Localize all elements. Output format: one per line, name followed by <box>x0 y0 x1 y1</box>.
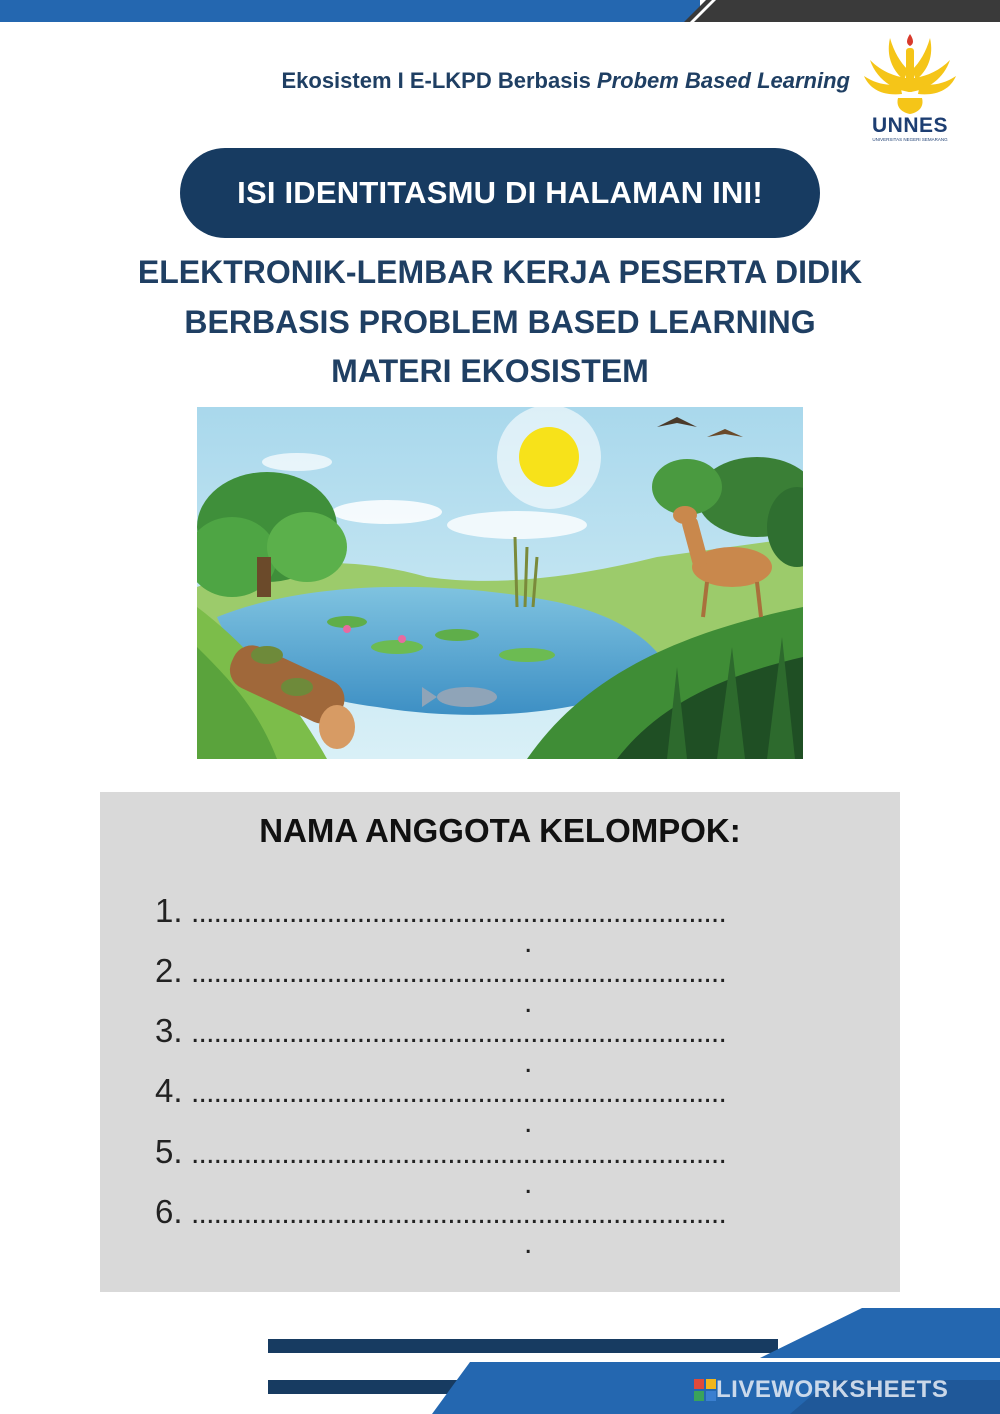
member-line-6[interactable] <box>155 1193 875 1231</box>
member-number: 2. <box>155 952 183 989</box>
header-prefix: Ekosistem I E-LKPD Berbasis <box>281 68 597 93</box>
member-dots: ....................................................................... <box>191 1137 726 1170</box>
logo-name: UNNES <box>871 114 948 137</box>
member-line-5-tail: . <box>524 1167 533 1200</box>
member-number: 1. <box>155 892 183 929</box>
identity-banner <box>180 148 820 238</box>
watermark-label: LIVEWORKSHEETS <box>716 1376 949 1403</box>
member-line-4-tail: . <box>524 1106 533 1139</box>
logo-subtitle: UNIVERSITAS NEGERI SEMARANG <box>872 137 948 142</box>
member-line-2-tail: . <box>524 986 533 1019</box>
member-line-3[interactable] <box>155 1012 875 1050</box>
member-dots: ....................................................................... <box>191 1197 726 1230</box>
title-line-2: BERBASIS PROBLEM BASED LEARNING <box>184 304 816 340</box>
member-dots: ....................................................................... <box>191 896 726 929</box>
member-number: 4. <box>155 1072 183 1109</box>
title-line-3: MATERI EKOSISTEM <box>331 353 649 389</box>
member-dots: ....................................................................... <box>191 1076 726 1109</box>
member-line-4[interactable] <box>155 1072 875 1110</box>
banner-label: ISI IDENTITASMU DI HALAMAN INI! <box>237 175 763 210</box>
member-dots: ....................................................................... <box>191 956 726 989</box>
member-line-6-tail: . <box>524 1227 533 1260</box>
header-italic: Probem Based Learning <box>596 68 850 93</box>
ecosystem-illustration <box>197 407 803 759</box>
members-heading: NAMA ANGGOTA KELOMPOK: <box>259 812 741 849</box>
member-number: 3. <box>155 1012 183 1049</box>
member-number: 5. <box>155 1133 183 1170</box>
top-decoration-band <box>0 0 1000 22</box>
liveworksheets-watermark <box>694 1378 948 1402</box>
member-line-1-tail: . <box>524 926 533 959</box>
liveworksheets-logo-icon <box>694 1379 716 1401</box>
member-line-2[interactable] <box>155 952 875 990</box>
member-line-1[interactable] <box>155 892 875 930</box>
member-line-5[interactable] <box>155 1133 875 1171</box>
member-number: 6. <box>155 1193 183 1230</box>
title-line-1: ELEKTRONIK-LEMBAR KERJA PESERTA DIDIK <box>137 254 863 290</box>
member-line-3-tail: . <box>524 1046 533 1079</box>
member-dots: ....................................................................... <box>191 1016 726 1049</box>
header-title <box>200 68 850 94</box>
